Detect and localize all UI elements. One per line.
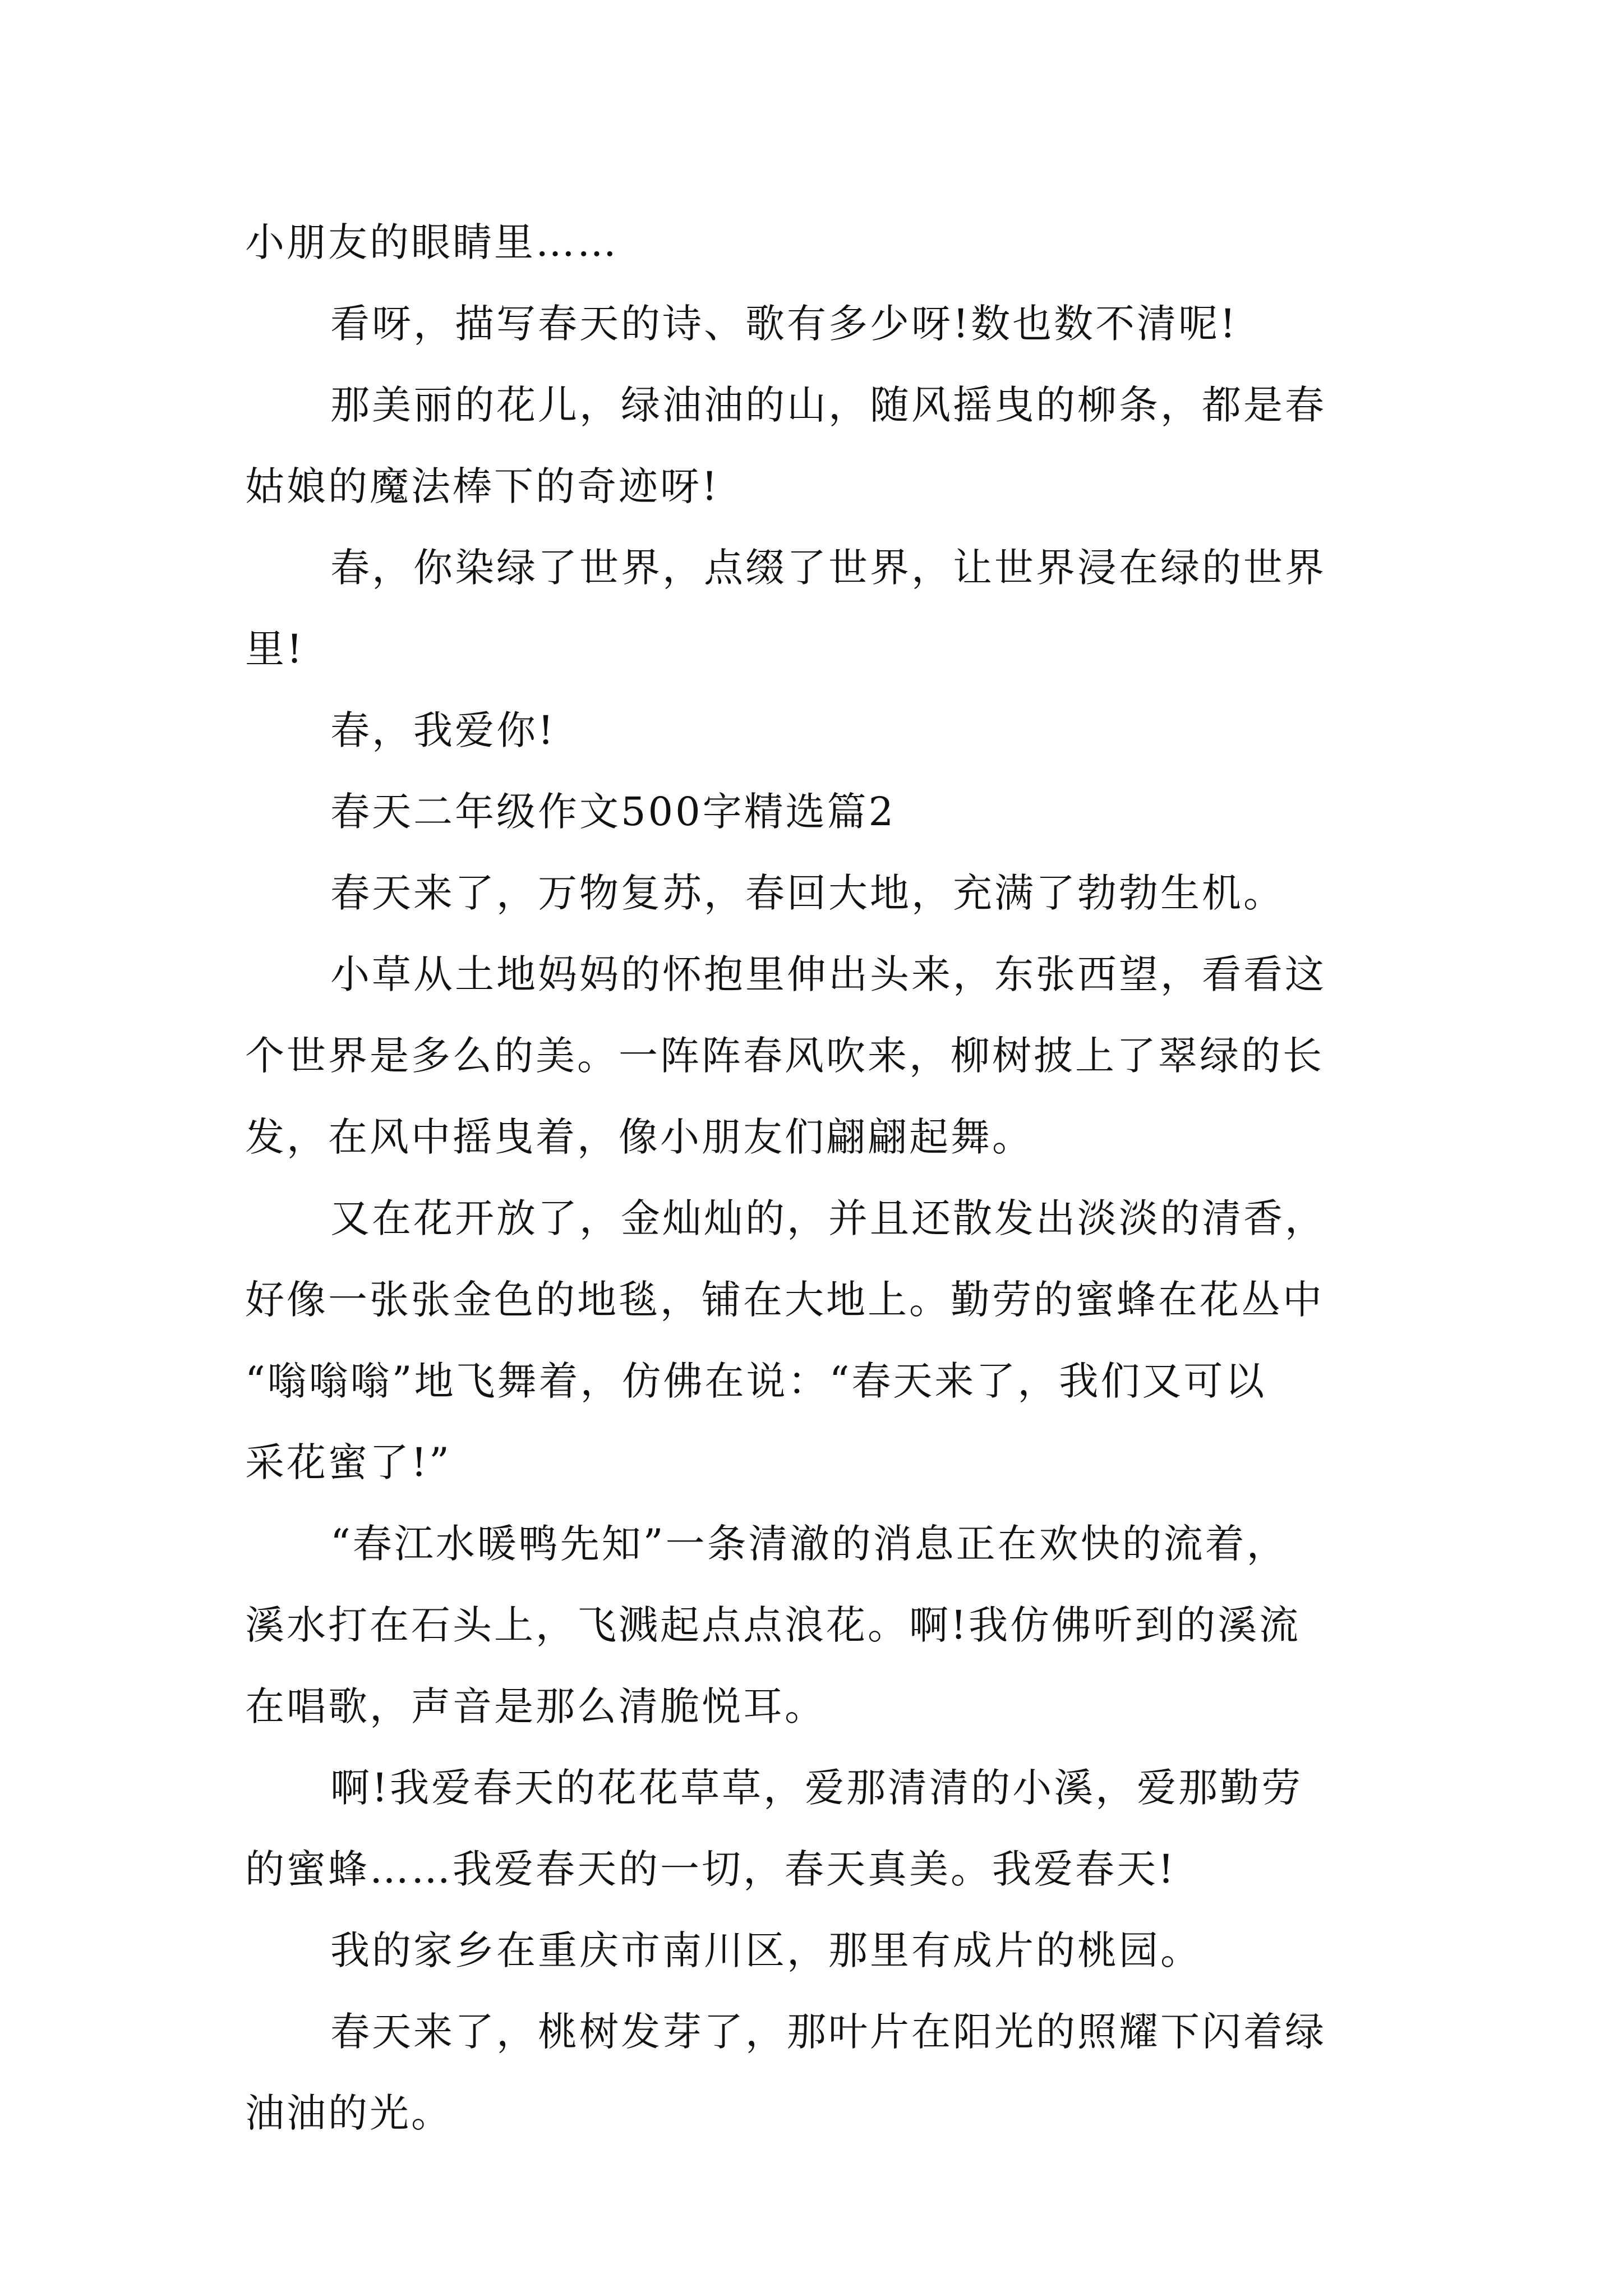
text-line-paragraph-start: 看呀，描写春天的诗、歌有多少呀!数也数不清呢! — [330, 301, 1238, 347]
text-line-continuation: 的蜜蜂……我爱春天的一切，春天真美。我爱春天! — [245, 1846, 1177, 1892]
text-line-continuation: 发，在风中摇曳着，像小朋友们翩翩起舞。 — [245, 1114, 1034, 1160]
text-line-paragraph-start: 春，我爱你! — [330, 707, 556, 753]
text-line-continuation: 采花蜜了!” — [245, 1439, 451, 1485]
document-body — [245, 202, 1395, 2154]
text-line-continuation: 里! — [245, 626, 305, 672]
text-line-paragraph-start: 小草从土地妈妈的怀抱里伸出头来，东张西望，看看这 — [330, 951, 1326, 997]
text-line-paragraph-start: 我的家乡在重庆市南川区，那里有成片的桃园。 — [330, 1927, 1202, 1973]
text-line-paragraph-start: 啊!我爱春天的花花草草，爱那清清的小溪，爱那勤劳 — [330, 1765, 1303, 1811]
text-line-paragraph-start: 春天来了，桃树发芽了，那叶片在阳光的照耀下闪着绿 — [330, 2009, 1326, 2055]
text-line-continuation: 姑娘的魔法棒下的奇迹呀! — [245, 463, 720, 509]
text-line-continuation: 好像一张张金色的地毯，铺在大地上。勤劳的蜜蜂在花丛中 — [245, 1277, 1324, 1323]
text-line-continuation: 小朋友的眼睛里…… — [245, 219, 619, 265]
text-line-continuation: 油油的光。 — [245, 2090, 453, 2136]
text-line-paragraph-start: 春，你染绿了世界，点缀了世界，让世界浸在绿的世界 — [330, 545, 1326, 591]
text-line-continuation: “嗡嗡嗡”地飞舞着，仿佛在说：“春天来了，我们又可以 — [245, 1358, 1267, 1404]
text-line-paragraph-start: “春江水暖鸭先知”一条清澈的消息正在欢快的流着， — [330, 1521, 1288, 1567]
text-line-continuation: 在唱歌，声音是那么清脆悦耳。 — [245, 1683, 826, 1729]
text-line-paragraph-start: 那美丽的花儿，绿油油的山，随风摇曳的柳条，都是春 — [330, 382, 1326, 428]
text-line-continuation: 溪水打在石头上，飞溅起点点浪花。啊!我仿佛听到的溪流 — [245, 1602, 1301, 1648]
text-line-paragraph-start: 又在花开放了，金灿灿的，并且还散发出淡淡的清香， — [330, 1195, 1326, 1241]
text-line-paragraph-start: 春天来了，万物复苏，春回大地，充满了勃勃生机。 — [330, 870, 1285, 916]
text-line-continuation: 个世界是多么的美。一阵阵春风吹来，柳树披上了翠绿的长 — [245, 1033, 1324, 1079]
section-heading: 春天二年级作文500字精选篇2 — [330, 789, 896, 835]
